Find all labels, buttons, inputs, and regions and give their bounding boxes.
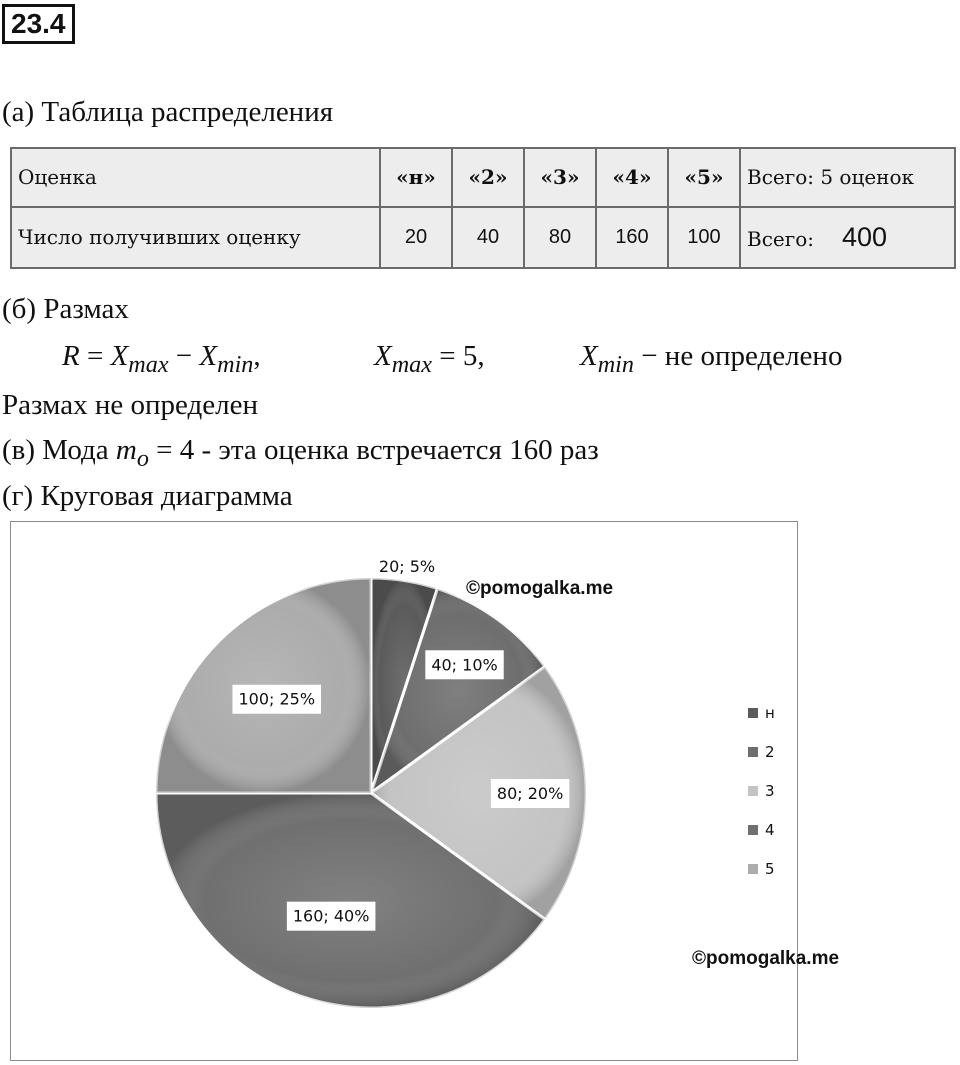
pie-data-label: 80; 20% xyxy=(496,784,564,803)
formula-x: X xyxy=(580,340,598,372)
formula-eq: = xyxy=(79,340,111,372)
mode-rest: = 4 - эта оценка встречается 160 раз xyxy=(148,434,599,466)
legend-swatch xyxy=(748,708,758,718)
count-cell: 40 xyxy=(452,207,524,268)
legend-label: 2 xyxy=(765,743,775,761)
formula-x: X xyxy=(110,340,129,372)
formula-sub-max: max xyxy=(128,350,169,378)
mode-sub-o: o xyxy=(136,444,149,472)
grade-cell: «3» xyxy=(524,148,596,207)
formula-not-defined: − не определено xyxy=(633,340,843,372)
legend-label: 5 xyxy=(765,860,775,878)
total-value: 400 xyxy=(842,221,888,252)
count-cell: 100 xyxy=(668,207,740,268)
row-label-grade: Оценка xyxy=(11,148,380,207)
part-c-mode xyxy=(2,434,599,473)
pie-data-label: 40; 10% xyxy=(431,655,498,675)
legend-swatch xyxy=(748,747,758,757)
grade-cell: «2» xyxy=(452,148,524,207)
watermark: ©pomogalka.me xyxy=(466,578,614,599)
formula-eq5: = 5, xyxy=(431,340,485,372)
pie-chart-frame xyxy=(10,521,798,1061)
range-conclusion: Размах не определен xyxy=(2,389,258,421)
grade-cell: «5» xyxy=(668,148,740,207)
problem-number: 23.4 xyxy=(2,4,75,44)
total-label: Всего: xyxy=(747,226,814,251)
legend-label: 3 xyxy=(765,782,775,800)
mode-prefix: (в) Мода xyxy=(2,434,116,466)
total-count-cell xyxy=(740,207,955,268)
pie-data-label: 160; 40% xyxy=(292,906,370,926)
formula-x: X xyxy=(374,340,392,372)
legend-swatch xyxy=(748,864,758,874)
count-cell: 160 xyxy=(596,207,668,268)
formula-r: R xyxy=(62,340,80,372)
formula-sub-min: min xyxy=(597,350,634,378)
table-row xyxy=(11,207,955,268)
part-a-heading: (а) Таблица распределения xyxy=(2,96,334,128)
legend-swatch xyxy=(748,825,758,835)
part-b-heading: (б) Размах xyxy=(2,293,129,325)
grade-cell: «н» xyxy=(380,148,452,207)
formula-x: X xyxy=(199,340,218,372)
pie-data-label: 20; 5% xyxy=(378,557,436,576)
pie-data-label: 100; 25% xyxy=(238,689,316,709)
xmax-value xyxy=(374,340,485,379)
legend-label: 4 xyxy=(765,821,775,839)
xmin-value xyxy=(580,340,842,379)
grade-cell: «4» xyxy=(596,148,668,207)
distribution-table xyxy=(10,147,956,269)
formula-sub-max: max xyxy=(391,350,432,378)
range-formula xyxy=(62,340,261,379)
legend-label: н xyxy=(765,704,775,722)
table-row xyxy=(11,148,955,207)
row-label-count: Число получивших оценку xyxy=(11,207,380,268)
watermark: ©pomogalka.me xyxy=(692,948,840,969)
formula-comma: , xyxy=(253,340,261,372)
pie-chart xyxy=(11,522,797,1060)
total-grades-cell: Всего: 5 оценок xyxy=(740,148,955,207)
count-cell: 80 xyxy=(524,207,596,268)
formula-sub-min: min xyxy=(217,350,254,378)
part-d-heading: (г) Круговая диаграмма xyxy=(2,480,293,512)
legend-swatch xyxy=(748,786,758,796)
count-cell: 20 xyxy=(380,207,452,268)
formula-minus: − xyxy=(168,340,200,372)
mode-m: m xyxy=(115,434,137,466)
